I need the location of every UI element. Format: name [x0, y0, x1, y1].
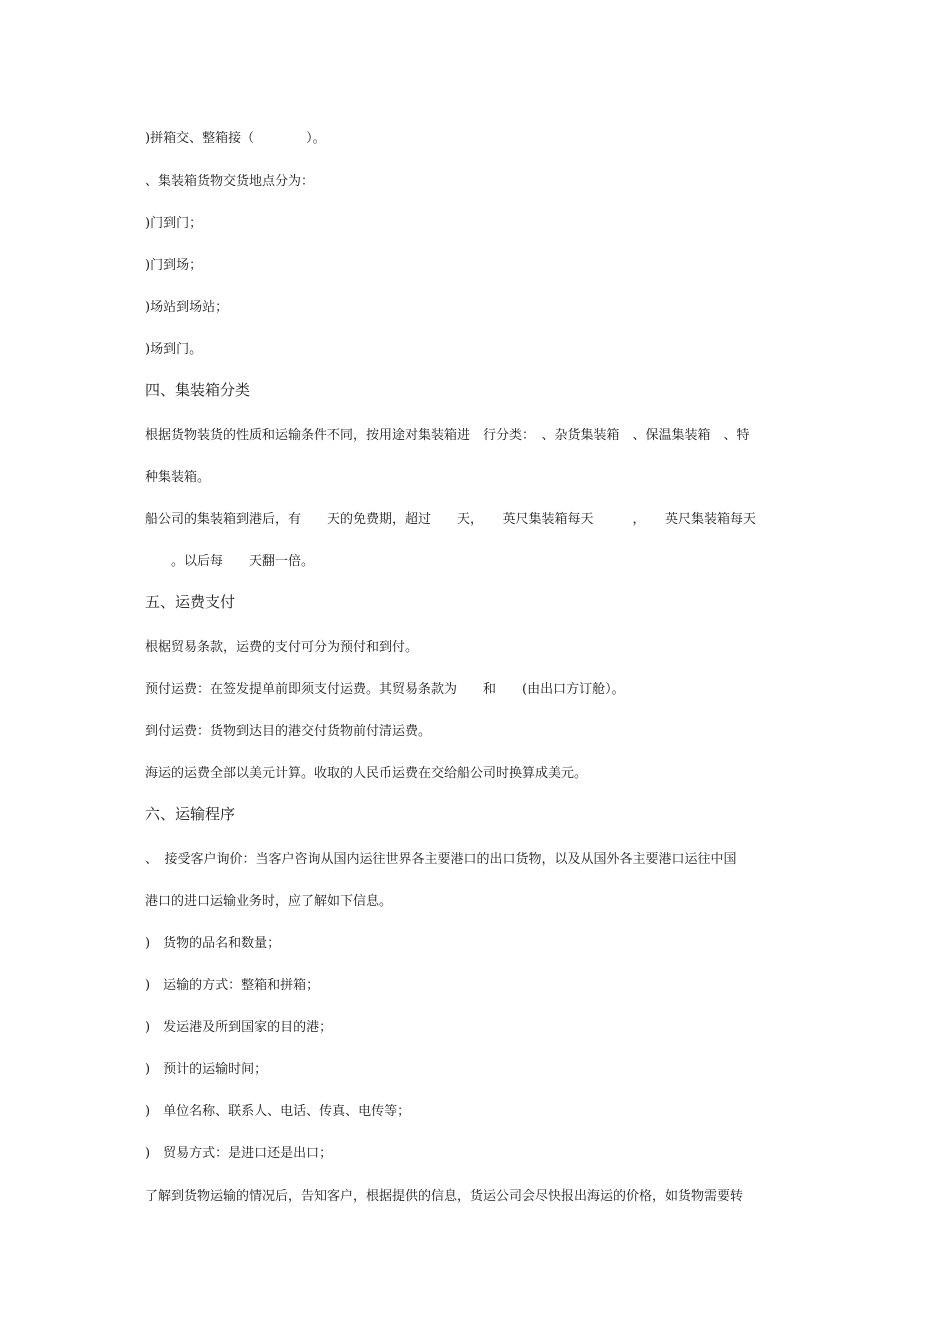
section-heading: 四、集装箱分类 [145, 381, 251, 399]
text-line: 港口的进口运输业务时，应了解如下信息。 [145, 894, 393, 909]
text-line: 根据货物装货的性质和运输条件不同，按用途对集装箱进 行分类： 、杂货集装箱 、保温集装箱 、特 [145, 428, 750, 443]
text-line: 、 接受客户询价：当客户咨询从国内运往世界各主要港口的出口货物，以及从国外各主要港口运往中国 [145, 852, 737, 867]
text-line: 、集装箱货物交货地点分为： [145, 174, 315, 189]
section-heading: 六、运输程序 [145, 805, 236, 823]
text-line: 海运的运费全部以美元计算。收取的人民币运费在交给船公司时换算成美元。 [145, 766, 588, 781]
text-line: )拼箱交、整箱接（ ）。 [145, 131, 326, 146]
text-line: 了解到货物运输的情况后，告知客户，根据提供的信息，货运公司会尽快报出海运的价格，如货物需要转 [145, 1189, 744, 1204]
list-item: ) 单位名称、联系人、电话、传真、电传等； [145, 1104, 411, 1119]
text-line: 到付运费：货物到达目的港交付货物前付清运费。 [145, 724, 432, 739]
text-line: )场到门。 [145, 342, 203, 357]
text-line: 。以后每 天翻一倍。 [145, 554, 315, 569]
text-line: )门到门； [145, 216, 203, 231]
list-item: ) 发运港及所到国家的目的港； [145, 1020, 333, 1035]
list-item: ) 货物的品名和数量； [145, 936, 281, 951]
list-item: ) 预计的运输时间； [145, 1062, 268, 1077]
text-line: 船公司的集装箱到港后，有 天的免费期，超过 天， 英尺集装箱每天 ， 英尺集装箱每天 [145, 512, 757, 527]
list-item: ) 运输的方式：整箱和拼箱； [145, 978, 320, 993]
text-line: )场站到场站； [145, 300, 229, 315]
text-line: 预付运费：在签发提单前即须支付运费。其贸易条款为 和 (由出口方订舱）。 [145, 682, 625, 697]
text-line: 根椐贸易条款，运费的支付可分为预付和到付。 [145, 640, 419, 655]
section-heading: 五、运费支付 [145, 593, 236, 611]
text-line: 种集装箱。 [145, 470, 211, 485]
list-item: ) 贸易方式：是进口还是出口； [145, 1146, 333, 1161]
text-line: )门到场； [145, 258, 203, 273]
